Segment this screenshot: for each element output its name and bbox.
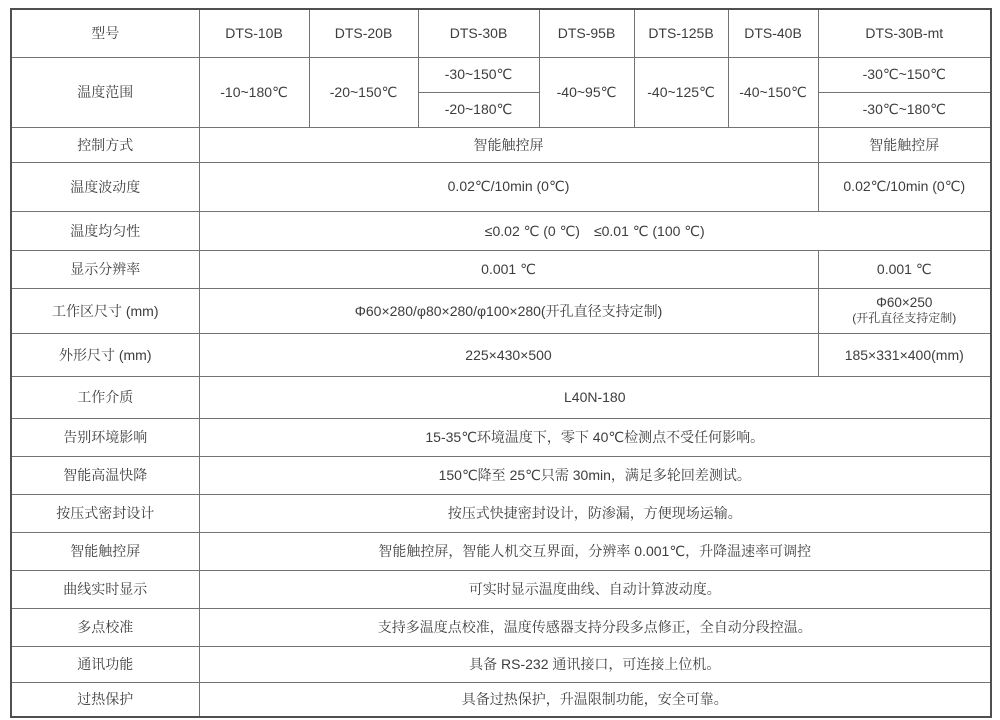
fluctuation-mt-cell: 0.02℃/10min (0℃) [818, 162, 991, 211]
row-touchscreen [11, 532, 991, 570]
spec-table [10, 8, 992, 718]
temp-range-cell: -40~95℃ [539, 57, 634, 127]
model-cell: DTS-20B [309, 9, 418, 57]
row-calibration [11, 608, 991, 646]
row-dimensions [11, 333, 991, 376]
temp-range-cell: -30℃~150℃ [818, 57, 991, 92]
model-cell: DTS-125B [634, 9, 728, 57]
touchscreen-cell: 智能触控屏，智能人机交互界面，分辨率 0.001℃，升降温速率可调控 [199, 532, 991, 570]
row-label-model: 型号 [11, 9, 199, 57]
row-model [11, 9, 991, 57]
resolution-mt-cell: 0.001 ℃ [818, 250, 991, 288]
temp-range-cell: -40~150℃ [728, 57, 818, 127]
row-label-work-area: 工作区尺寸 (mm) [11, 288, 199, 333]
row-label-resolution: 显示分辨率 [11, 250, 199, 288]
temp-range-cell: -30~150℃ [418, 57, 539, 92]
row-label-protection: 过热保护 [11, 682, 199, 717]
row-label-comm: 通讯功能 [11, 646, 199, 682]
row-label-env: 告别环境影响 [11, 418, 199, 456]
row-medium [11, 376, 991, 418]
row-temp-range-top [11, 57, 991, 92]
row-control [11, 127, 991, 162]
row-label-dimensions: 外形尺寸 (mm) [11, 333, 199, 376]
medium-cell: L40N-180 [199, 376, 991, 418]
row-label-cooldown: 智能高温快降 [11, 456, 199, 494]
dimensions-mt-cell: 185×331×400(mm) [818, 333, 991, 376]
work-area-main-cell: Φ60×280/φ80×280/φ100×280(开孔直径支持定制) [199, 288, 818, 333]
model-cell: DTS-10B [199, 9, 309, 57]
row-label-touchscreen: 智能触控屏 [11, 532, 199, 570]
resolution-main-cell: 0.001 ℃ [199, 250, 818, 288]
model-cell: DTS-30B-mt [818, 9, 991, 57]
model-cell: DTS-95B [539, 9, 634, 57]
protection-cell: 具备过热保护，升温限制功能，安全可靠。 [199, 682, 991, 717]
row-label-temp-range: 温度范围 [11, 57, 199, 127]
row-cooldown [11, 456, 991, 494]
temp-range-cell: -20~180℃ [418, 92, 539, 127]
control-mt-cell: 智能触控屏 [818, 127, 991, 162]
row-seal [11, 494, 991, 532]
calibration-cell: 支持多温度点校准，温度传感器支持分段多点修正，全自动分段控温。 [199, 608, 991, 646]
temp-range-cell: -40~125℃ [634, 57, 728, 127]
row-label-medium: 工作介质 [11, 376, 199, 418]
row-comm [11, 646, 991, 682]
row-fluctuation [11, 162, 991, 211]
row-curve [11, 570, 991, 608]
temp-range-cell: -20~150℃ [309, 57, 418, 127]
comm-cell: 具备 RS-232 通讯接口，可连接上位机。 [199, 646, 991, 682]
row-label-calibration: 多点校准 [11, 608, 199, 646]
row-label-seal: 按压式密封设计 [11, 494, 199, 532]
row-work-area [11, 288, 991, 333]
row-resolution [11, 250, 991, 288]
dimensions-main-cell: 225×430×500 [199, 333, 818, 376]
env-cell: 15-35℃环境温度下，零下 40℃检测点不受任何影响。 [199, 418, 991, 456]
row-label-uniformity: 温度均匀性 [11, 211, 199, 250]
uniformity-cell: ≤0.02 ℃ (0 ℃) ≤0.01 ℃ (100 ℃) [199, 211, 991, 250]
work-area-mt-cell [818, 288, 991, 333]
fluctuation-main-cell: 0.02℃/10min (0℃) [199, 162, 818, 211]
model-cell: DTS-40B [728, 9, 818, 57]
curve-cell: 可实时显示温度曲线、自动计算波动度。 [199, 570, 991, 608]
seal-cell: 按压式快捷密封设计，防渗漏，方便现场运输。 [199, 494, 991, 532]
row-uniformity [11, 211, 991, 250]
model-cell: DTS-30B [418, 9, 539, 57]
control-main-cell: 智能触控屏 [199, 127, 818, 162]
work-area-mt-line1: Φ60×250 [876, 294, 933, 310]
row-env [11, 418, 991, 456]
row-label-curve: 曲线实时显示 [11, 570, 199, 608]
temp-range-cell: -10~180℃ [199, 57, 309, 127]
row-label-fluctuation: 温度波动度 [11, 162, 199, 211]
temp-range-cell: -30℃~180℃ [818, 92, 991, 127]
cooldown-cell: 150℃降至 25℃只需 30min，满足多轮回差测试。 [199, 456, 991, 494]
row-protection [11, 682, 991, 717]
work-area-mt-line2: (开孔直径支持定制) [852, 311, 957, 326]
row-label-control: 控制方式 [11, 127, 199, 162]
